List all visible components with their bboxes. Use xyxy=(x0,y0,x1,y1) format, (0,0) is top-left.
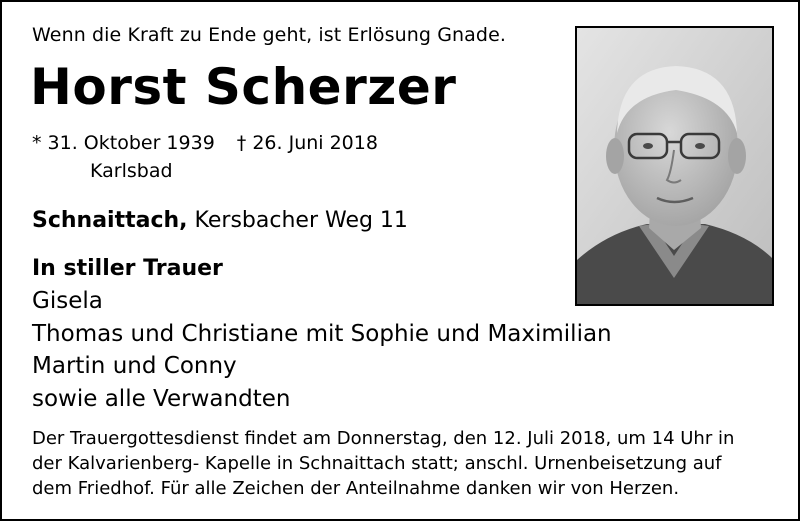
mourners-list xyxy=(32,285,612,415)
service-line: dem Friedhof. Für alle Zeichen der Anteilnahme danken wir von Herzen. xyxy=(32,478,680,499)
birth-date: * 31. Oktober 1939 xyxy=(32,132,215,154)
birthplace: Karlsbad xyxy=(90,160,173,182)
mourner: sowie alle Verwandten xyxy=(32,385,291,412)
service-line: der Kalvarienberg- Kapelle in Schnaittach statt; anschl. Urnenbeisetzung auf xyxy=(32,453,722,474)
address-street: Kersbacher Weg 11 xyxy=(194,208,408,233)
mourning-heading: In stiller Trauer xyxy=(32,256,223,281)
mourner: Gisela xyxy=(32,288,103,314)
life-dates xyxy=(32,132,378,154)
address xyxy=(32,208,408,233)
portrait-photo xyxy=(575,26,774,306)
death-date: † 26. Juni 2018 xyxy=(236,132,378,154)
service-line: Der Trauergottesdienst findet am Donnerstag, den 12. Juli 2018, um 14 Uhr in xyxy=(32,428,735,449)
deceased-name: Horst Scherzer xyxy=(30,58,457,116)
mourner: Martin und Conny xyxy=(32,353,237,379)
address-town: Schnaittach, xyxy=(32,208,188,233)
motto: Wenn die Kraft zu Ende geht, ist Erlösung Gnade. xyxy=(32,24,506,46)
mourner: Thomas und Christiane mit Sophie und Maximilian xyxy=(32,320,612,347)
portrait-image xyxy=(577,28,772,304)
service-announcement xyxy=(32,426,784,501)
